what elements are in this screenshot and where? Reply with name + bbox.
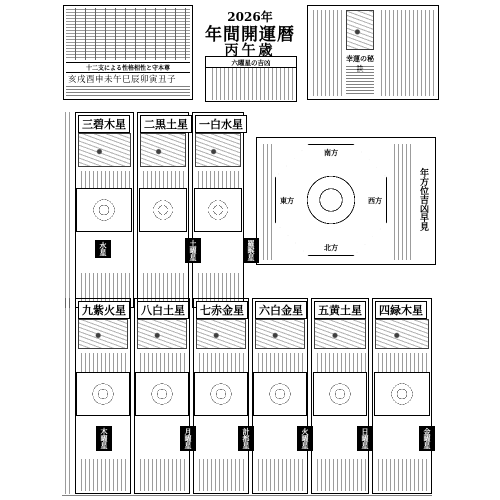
star-keyword: 土曜星	[185, 238, 201, 263]
compass-wheel	[139, 188, 187, 232]
compass-wheel	[313, 372, 367, 416]
star-fortune-text	[314, 459, 366, 491]
compass-wheel	[194, 188, 242, 232]
direction-north: 北方	[324, 243, 338, 252]
direction-panel	[256, 137, 436, 265]
star-fortune-text	[137, 459, 187, 491]
star-title: 三碧木星	[78, 115, 130, 133]
star-title: 六白金星	[255, 301, 307, 319]
compass-wheel	[194, 372, 248, 416]
star-illustration	[255, 319, 305, 349]
star-title: 五黄土星	[314, 301, 366, 319]
star-illustration	[196, 319, 246, 349]
page-title: 年間開運暦	[205, 25, 295, 45]
top-right-panel	[307, 5, 439, 100]
footer-fine-print	[62, 494, 432, 498]
star-illustration	[78, 133, 131, 167]
star-illustration	[195, 133, 241, 167]
top-right-center-text	[346, 66, 374, 96]
star-keyword: 月曜星	[180, 426, 196, 451]
left-edge-strip	[62, 112, 72, 308]
star-illustration	[137, 319, 187, 349]
star-fortune-text	[375, 459, 429, 491]
direction-panel-notes	[391, 144, 411, 260]
direction-panel-left-text	[260, 144, 272, 260]
zodiac-table-columns	[66, 8, 190, 60]
zodiac-table-heading: 十二支による性格相性と守本尊	[66, 62, 190, 73]
star-illustration	[314, 319, 366, 349]
star-illustration	[78, 319, 128, 349]
direction-west: 西方	[368, 196, 382, 205]
star-keyword: 木曜星	[96, 426, 112, 451]
star-title: 八白土星	[137, 301, 189, 319]
star-keyword: 羅睺星	[243, 238, 259, 263]
compass-wheel	[374, 372, 430, 416]
top-right-left-columns	[310, 10, 344, 96]
star-fortune-text	[196, 459, 246, 491]
zodiac-table	[63, 5, 193, 100]
direction-side-title: 年方位吉凶早見	[418, 168, 428, 231]
star-fortune-text	[255, 459, 305, 491]
zodiac-row: 亥戌酉申未午巳辰卯寅丑子	[68, 75, 177, 85]
star-title: 七赤金星	[196, 301, 248, 319]
rokuyo-heading: 六曜星の吉凶	[206, 58, 296, 68]
star-keyword: 計都星	[238, 426, 254, 451]
star-title: 一白水星	[195, 115, 247, 133]
star-fortune-text	[78, 459, 128, 491]
eto-label: 丙午歳	[224, 43, 276, 59]
star-keyword: 日曜星	[357, 426, 373, 451]
rokuyo-text	[209, 68, 293, 100]
star-keyword: 金曜星	[419, 426, 435, 451]
left-edge-strip	[62, 298, 72, 494]
star-keyword: 水星	[95, 240, 111, 258]
star-illustration	[375, 319, 429, 349]
rokuyo-box	[205, 56, 297, 102]
compass-wheel	[76, 372, 130, 416]
figure-illustration	[346, 10, 374, 50]
compass-wheel	[135, 372, 189, 416]
lucky-secret-label: 幸運の秘	[346, 54, 374, 63]
star-illustration	[140, 133, 186, 167]
zodiac-table-text	[66, 85, 190, 98]
top-right-right-columns	[378, 10, 436, 96]
star-title: 四緑木星	[375, 301, 427, 319]
star-title: 九紫火星	[78, 301, 130, 319]
header-year: 2026年	[227, 10, 273, 24]
star-keyword: 火曜星	[297, 426, 313, 451]
direction-east: 東方	[280, 196, 294, 205]
compass-wheel	[76, 188, 132, 232]
compass-wheel	[253, 372, 307, 416]
direction-south: 南方	[324, 148, 338, 157]
star-title: 二黒土星	[140, 115, 192, 133]
